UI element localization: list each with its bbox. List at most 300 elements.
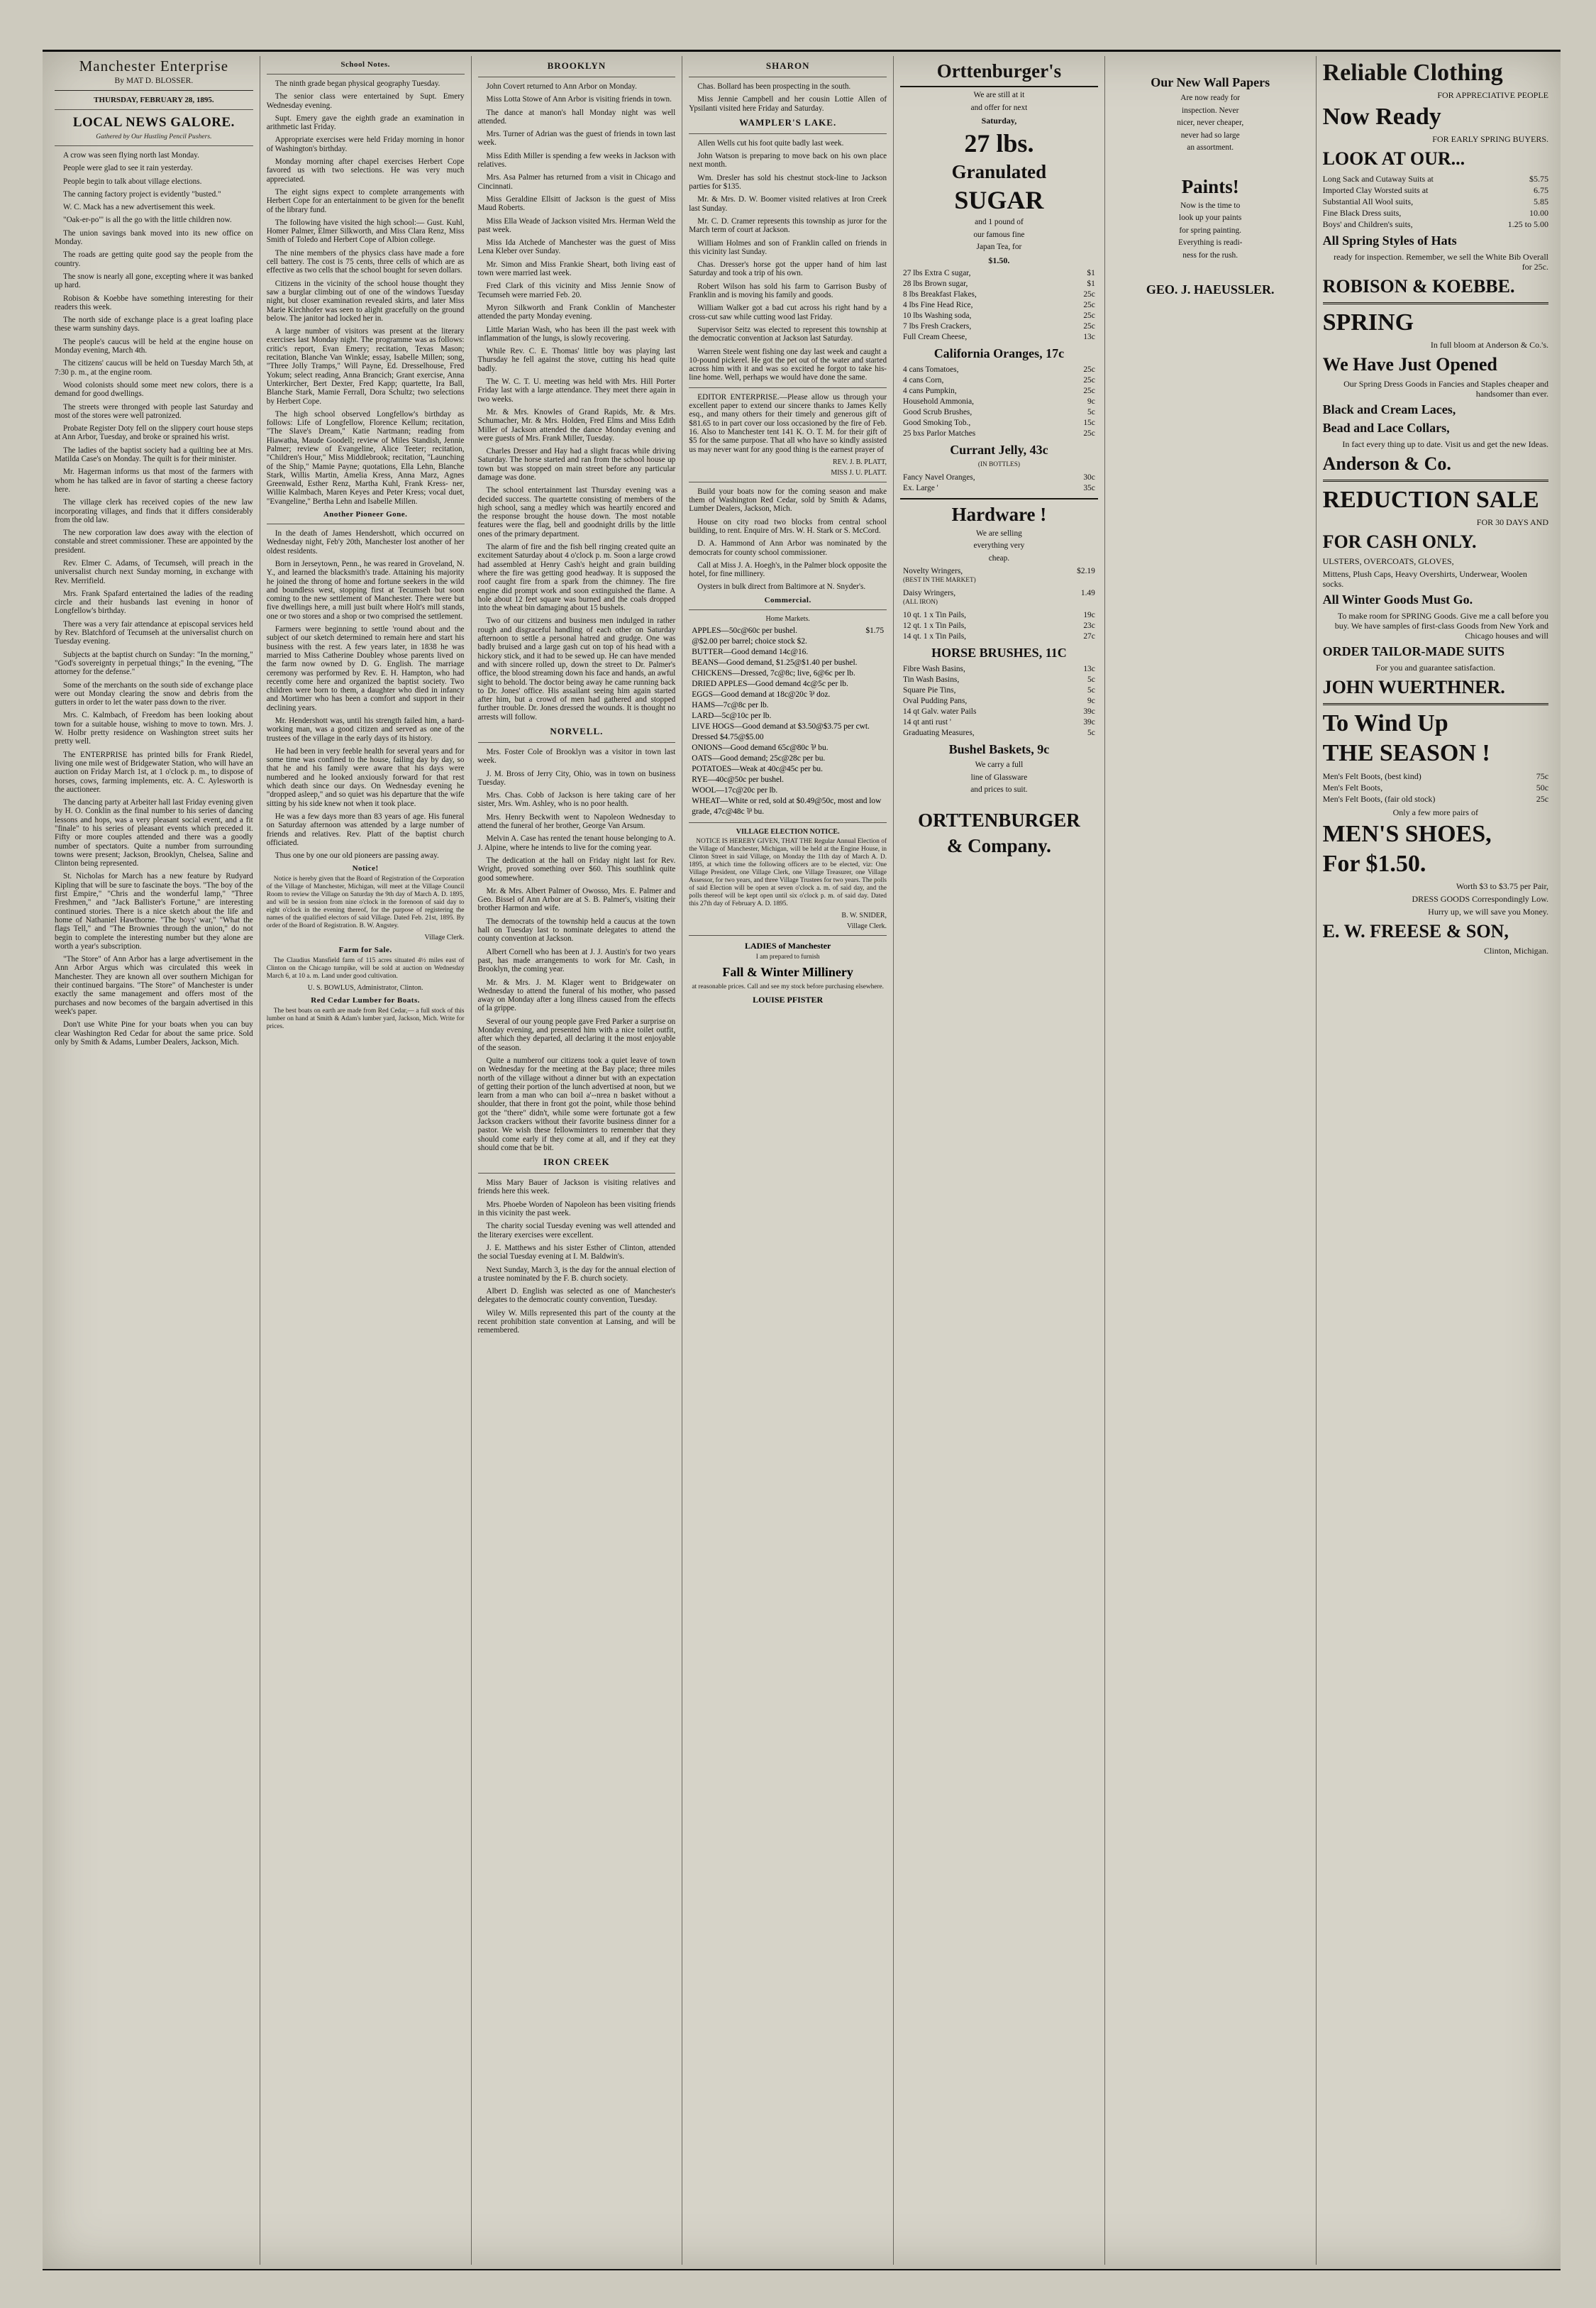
news-item: Wood colonists should some meet new colors, there is a demand for good dwellings. [55,380,253,399]
price-value: 5c [1087,729,1095,737]
offer-row [1323,219,1548,230]
price-row [900,300,1098,311]
news-item: The canning factory project is evidently "busted." [63,189,221,199]
market-label: BEANS—Good demand, $1.25@$1.40 per bushel. [692,658,858,667]
tailor-made-line: ORDER TAILOR-MADE SUITS [1322,644,1504,658]
thirty-days-note: FOR 30 DAYS AND [1476,517,1549,527]
cedar-lumber-head: Red Cedar Lumber for Boats. [311,996,420,1005]
haeussler-name: GEO. J. HAEUSSLER. [1146,282,1275,297]
offer-row [1323,184,1548,196]
ad-line: and 1 pound of [975,218,1024,226]
divider [1323,703,1548,705]
wamplers-item: John Watson is preparing to move back on his own place next month. [689,152,887,170]
anderson-co-name: Anderson & Co. [1322,453,1451,474]
price-value: $1 [1087,279,1095,288]
divider [689,387,887,388]
norvell-item: Mr. & Mrs. J. M. Klager went to Bridgewater on Wednesday to attend the funeral of his mother, who passed away on Monday after a long illness caused from the effects of la grippe. [477,978,676,1013]
pioneer-paragraph: Thus one by one our old pioneers are passing away. [275,851,439,861]
hats-note: ready for inspection. Remember, we sell the White Bib Overall for 25c. [1334,252,1549,272]
brooklyn-item: Miss Ella Weade of Jackson visited Mrs. Herman Weld the past week. [477,216,676,234]
pioneer-paragraph: He had been in very feeble health for several years and for some time was confined to the house, failing day by day, so that he and his family were aware that his days were numbered and he looked anxiously forward for that rest which death since our days. On Wednesday evening he "dropped asleep," and so quiet was his departure that the wife sitting by his side knew not when it took place. [266,746,465,808]
brooklyn-head: BROOKLYN [547,60,606,71]
price-label: Fancy Navel Oranges, [903,473,975,482]
market-label: OATS—Good demand; 25c@28c per bu. [692,753,826,763]
bushel-baskets-headline: Bushel Baskets, 9c [948,742,1050,756]
divider [55,90,253,91]
market-label: HAMS—7c@8c per lb. [692,700,769,709]
market-row [689,764,887,775]
tea-price: $1.50. [988,255,1010,265]
offer-label: Imported Clay Worsted suits at [1322,185,1429,195]
news-item: W. C. Mack has a new advertisement this week. [63,203,216,212]
ad-line: Are now ready for [1180,94,1241,102]
market-label: EGGS—Good demand at 18c@20c ⅌ doz. [692,690,831,699]
dress-goods-low-note: DRESS GOODS Correspondingly Low. [1412,894,1549,904]
news-item: The roads are getting quite good say the people from the country. [55,250,253,268]
market-label: Dressed $4.75@$5.00 [692,732,764,741]
millinery-ad-signature: LOUISE PFISTER [753,994,824,1005]
offer-price: 1.25 to 5.00 [1507,219,1549,229]
filler-note: House on city road two blocks from central school building, to rent. Enquire of Mrs. W. H. Stark or S. McCord. [689,517,887,535]
price-label: Novelty Wringers, [903,567,963,575]
news-item: The ladies of the baptist society had a quilting bee at Mrs. Matilda Case's on Monday. The quilt is for their minister. [55,446,253,464]
price-value: 19c [1083,611,1095,619]
norvell-head: NORVELL. [550,726,604,736]
market-row [689,658,887,668]
early-spring-note: FOR EARLY SPRING BUYERS. [1432,134,1549,144]
wamplers-item: Allen Wells cut his foot quite badly last week. [697,138,844,148]
freese-son-name: E. W. FREESE & SON, [1322,921,1509,942]
news-item: The new corporation law does away with the election of constable and street commissioner. These are appointed by the president. [55,529,253,555]
spring-hats-headline: All Spring Styles of Hats [1322,233,1457,248]
price-row [900,588,1098,599]
ad-line: everything very [973,541,1025,550]
offer-price: 6.75 [1534,185,1549,195]
filler-note: D. A. Hammond of Ann Arbor was nominated by the democrats for county school commissioner. [689,539,887,557]
pioneer-paragraph: Mr. Hendershott was, until his strength failed him, a hard-working man, was a good citizen and served as one of the trustees of the village in the early days of its history. [266,717,465,743]
price-row [900,429,1098,439]
spring-note: In full bloom at Anderson & Co.'s. [1430,340,1549,350]
filler-note: Call at Miss J. A. Hoegh's, in the Palmer block opposite the hotel, for fine millinery. [689,561,887,579]
ad-line: our famous fine [973,230,1025,239]
ad-line: We carry a full [975,761,1024,769]
offer-label: Fine Black Dress suits, [1322,208,1402,218]
column-1 [48,56,260,2265]
norvell-item: Several of our young people gave Fred Parker a surprise on Monday evening, and presented him with a nice toilet outfit, after which they departed, all declaring it the most enjoyable of the season. [477,1017,676,1052]
divider [1323,480,1548,482]
column-2 [260,56,471,2265]
market-row [689,785,887,796]
news-item: Don't use White Pine for your boats when you can buy clear Washington Red Cedar for about the same price. Sold only by Smith & Adams, Lumber Dealers, Jackson, Mich. [55,1020,253,1047]
newspaper-sheet [43,50,1561,2270]
price-row [900,610,1098,621]
brooklyn-item: The school entertainment last Thursday evening was a decided success. The quartette consisting of members of the high school, sang a medley which was heartily encored and the response brought the house down. The most notable features were the flag, bell and goodnight drills by the little ones of the primary department. [477,486,676,539]
norvell-item: Albert Cornell who has been at J. J. Austin's for two years past, has made arrangements to work for Mr. Cash, in Brooklyn, the coming year. [477,947,676,974]
hurry-note: Hurry up, we will save you Money. [1428,907,1549,917]
iron-creek-item: Wiley W. Mills represented this part of the county at the recent prohibition state convention at Lansing, and will be remembered. [477,1308,676,1335]
brooklyn-item: Mrs. Asa Palmer has returned from a visit in Chicago and Cincinnati. [477,173,676,191]
divider [689,822,887,823]
market-row [689,626,887,636]
offer-price: $5.75 [1529,174,1549,184]
notice-head: Notice! [352,864,379,873]
column-5-orttenburger-ad [893,56,1104,2265]
price-label: 28 lbs Brown sugar, [903,279,968,288]
price-label: 4 cans Pumpkin, [903,386,957,395]
price-value: 25c [1083,321,1095,331]
price-label: 4 lbs Fine Head Rice, [903,300,973,309]
ad-line: line of Glassware [970,773,1028,782]
school-note-item: The nine members of the physics class have made a fore cell battery. The cost is 75 cents, three cells of which are as effective as two cells that the school bought for seven dollars. [266,248,465,275]
editor-letter-signature-2: MISS J. U. PLATT. [831,468,887,477]
market-label: DRIED APPLES—Good demand 4c@5c per lb. [692,679,848,688]
price-label: Tin Wash Basins, [903,675,960,684]
price-row [900,397,1098,407]
price-value: 1.49 [1080,589,1095,597]
news-item: People were glad to see it rain yesterday. [63,164,193,173]
ad-line: never had so large [1180,131,1240,140]
market-row [689,722,887,732]
john-wuerthner-name: JOHN WUERTHNER. [1322,677,1505,697]
price-value: 25c [1083,300,1095,309]
mens-shoes-headline: MEN'S SHOES, [1322,821,1492,847]
wamplers-item: Chas. Dresser's horse got the upper hand of him last Saturday and took a trip of his own. [689,260,887,278]
school-note-item: Monday morning after chapel exercises Herbert Cope favored us with two selections. He was very much appreciated. [266,158,465,184]
price-row [900,365,1098,375]
offer-label: Substantial All Wool suits, [1322,197,1414,206]
column-7-clothing-ads [1316,56,1555,2265]
pioneer-paragraph: Born in Jerseytown, Penn., he was reared in Groveland, N. Y., and learned the blacksmith's trade. Attaining his majority he joined the throng of home and fortune seekers in the wild and boundless west, stopping first at Tecumseh but soon coming to the new settlement of Manchester. There were but five dwellings here, a mill just built where Holt's mill stands, one or two stores and a shop or two comprised the settlement. [266,559,465,621]
market-label: WOOL—17c@20c per lb. [692,785,778,795]
school-notes-head: School Notes. [340,60,390,69]
brooklyn-item: The alarm of fire and the fish bell ringing created quite an excitement Saturday about 4 o'clock p. m. Soon a large crowd had assembled at Henry Cash's height and grain building where the fire was getting good headway. It is supposed the roof caught fire from a spark from the chimney. The fire engine did prompt work and soon extinguished the flame. A hole about 12 feet square was burned and the coals dropped into the wheat bin damaging about 15 bushels. [477,543,676,613]
price-value: 9c [1087,697,1095,705]
price-label: 14 qt Galv. water Pails [903,707,977,716]
price-label: 12 qt. 1 x Tin Pails, [903,622,966,630]
spacer [1112,156,1309,172]
market-label: LARD—5c@10c per lb. [692,711,772,720]
price-value: 35c [1083,483,1095,492]
news-item: The citizens' caucus will be held on Tuesday March 5th, at 7:30 p. m., at the engine room. [55,359,253,377]
pioneer-head: Another Pioneer Gone. [323,510,408,519]
news-item: The dancing party at Arbeiter hall last Friday evening given by H. O. Conklin as the final number to his series of dancing lessons and hops, was a very pleasant social event, and a fit "finale" to his series of pleasant events which preceded it. Fifty or more couples attended and there was a goodly number of spectators. Quite a number from surrounding towns were present; Jackson, Brooklyn, Chelsea, Saline and Clinton being represented. [55,798,253,868]
ad-line: ness for the rush. [1182,250,1238,260]
price-value: 23c [1083,622,1095,630]
price-label: 10 qt. 1 x Tin Pails, [903,611,966,619]
norvell-item: Mrs. Chas. Cobb of Jackson is here taking care of her sister, Mrs. Wm. Ashley, who is no poor health. [477,791,676,809]
divider [478,1173,676,1174]
village-notice-signature: B. W. SNIDER, [841,911,887,920]
divider [689,133,887,134]
brooklyn-item: Little Marian Wash, who has been ill the past week with inflammation of the lungs, is slowly recovering. [477,325,676,343]
cedar-lumber-body: The best boats on earth are made from Red Cedar,— a full stock of this lumber on hand at Smith & Adam's lumber yard, Jackson, Mich. Write for prices. [266,1007,465,1031]
boot-price: 25c [1536,794,1549,804]
california-oranges-headline: California Oranges, 17c [933,346,1065,360]
just-opened-headline: We Have Just Opened [1322,354,1497,375]
pioneer-paragraph: He was a few days more than 83 years of age. His funeral on Saturday afternoon was attended by a large number of friends and relatives. Rev. Platt of the baptist church officiated. [266,812,465,847]
market-label: CHICKENS—Dressed, 7c@8c; live, 6@6c per lb. [692,668,855,678]
price-row [900,483,1098,494]
offer-price: 5.85 [1534,197,1549,206]
brooklyn-item: Miss Edith Miller is spending a few weeks in Jackson with relatives. [477,151,676,170]
price-label: 8 lbs Breakfast Flakes, [903,289,977,299]
horse-brushes-headline: HORSE BRUSHES, 11C [931,646,1067,660]
uptodate-note: In fact every thing up to date. Visit us and get the new Ideas. [1342,439,1549,449]
suit-offer-list [1323,173,1548,230]
price-row [900,717,1098,728]
news-item: Some of the merchants on the south side of exchange place were out Monday clearing the snow and debris from the gutters in order to let the water pass down to the river. [55,680,253,707]
wallpaper-headline: Our New Wall Papers [1151,75,1270,89]
reliable-clothing-headline: Reliable Clothing [1322,60,1503,86]
iron-creek-head: IRON CREEK [543,1156,610,1168]
column-6-haeussler-ad [1104,56,1316,2265]
farm-sale-head: Farm for Sale. [338,946,392,955]
price-value: 25c [1083,289,1095,299]
iron-creek-item: Mrs. Phoebe Worden of Napoleon has been visiting friends in this vicinity the past week. [477,1200,676,1218]
divider [478,742,676,743]
grocery-price-list-2 [900,365,1098,439]
norvell-item: The dedication at the hall on Friday night last for Rev. Wright, proved something over $60. This southlink quite good somewhere. [477,856,676,883]
price-row [900,418,1098,429]
price-label: Full Cream Cheese, [903,332,968,341]
school-note-item: Citizens in the vicinity of the school house thought they saw a burglar climbing out of one of the windows Tuesday night, but closer examination revealed skirts, and later Miss Marie Kirchhofer was seen to alight gracefully on the ground below. The janitor had locked her in. [266,279,465,323]
school-note-item: The high school observed Longfellow's birthday as follows: Life of Longfellow, Florence Kellum; recitation, "The Slave's Dream," Katie Nartmann; reading from Hiawatha, Maude Goodell; review of Miles Standish, Jennie Palmer; review of Evangeline, Alice Teeter; recitation, "Children's Hour," Miss Middlebrook; recitation, "Launching of the Ship," Mamie Payne; quotations, Ella Lehn, Blanche Stark, Willis Martin, Amelia Kress, Anna Marz, Agnes Greenwald, Esther Renz, Martha Kuhl, Frank Kress- ner, Willie Kalmbach, Maren Keyes and Peter Kress; vocal duet, "Evangeline," Bertha Lehn and Isabelle Millen. [266,409,465,506]
ad-line: Japan Tea, for [976,243,1022,251]
school-note-item: The senior class were entertained by Supt. Emery Wednesday evening. [266,92,465,110]
news-item: Mr. Hagerman informs us that most of the farmers with whom he has talked are in favor of starting a cheese factory here. [55,468,253,494]
wamplers-item: Warren Steele went fishing one day last week and caught a 10-pound pickerel. He got the pet out of the water and started across him with it and was so excited he forgot to take his-line home. Well, perhaps we would have done the same. [689,347,887,382]
divider [900,498,1098,499]
spacer [1112,56,1309,72]
price-label: 4 cans Corn, [903,375,944,385]
offer-label: Long Sack and Cutaway Suits at [1322,174,1434,184]
boot-price: 75c [1536,771,1549,781]
market-row [689,732,887,743]
school-note-item: Supt. Emery gave the eighth grade an examination in arithmetic last Friday. [266,114,465,132]
news-item: Mrs. Frank Spafard entertained the ladies of the reading circle and their husbands last evening in honor of Longfellow's birthday. [55,589,253,616]
currant-jelly-headline: Currant Jelly, 43c [950,442,1048,457]
market-row [689,679,887,690]
wamplers-item: Wm. Dresler has sold his chestnut stock-line to Jackson parties for $135. [689,173,887,192]
iron-creek-item: Next Sunday, March 3, is the day for the annual election of a trustee nominated by the F. B. church society. [477,1265,676,1283]
masthead-title: Manchester Enterprise [79,57,229,74]
boot-price: 50c [1536,783,1549,793]
divider [1323,302,1548,304]
price-row [900,707,1098,717]
iron-creek-item: The charity social Tuesday evening was well attended and the literary exercises were excellent. [477,1222,676,1239]
hardware-price-list-2 [900,664,1098,739]
brooklyn-item: Myron Silkworth and Frank Conklin of Manchester attended the party Monday evening. [477,303,676,321]
news-item: Probate Register Doty fell on the slippery court house steps at Ann Arbor, Tuesday, and broke or sprained his wrist. [55,424,253,442]
news-item: The people's caucus will be held at the engine house on Monday evening, March 4th. [55,337,253,355]
page-title: LOCAL NEWS GALORE. [72,115,235,130]
boot-row [1323,793,1548,805]
now-ready-headline: Now Ready [1322,104,1441,130]
price-row [900,577,1098,588]
market-row [689,700,887,711]
winter-goods-line: All Winter Goods Must Go. [1322,592,1473,607]
price-row [900,685,1098,696]
market-row [689,753,887,764]
hardware-price-list [900,566,1098,642]
news-item: There was a very fair attendance at episcopal services held by Rev. Blatchford of Tecumseh at the universalist church on Tuesday evening. [55,619,253,646]
offer-row [1323,207,1548,219]
market-label: APPLES—50c@60c per bushel. [692,626,798,635]
price-row [900,268,1098,279]
market-row [689,690,887,700]
price-label: Graduating Measures, [903,729,975,737]
market-row [689,647,887,658]
norvell-item: Mr. & Mrs. Albert Palmer of Owosso, Mrs. E. Palmer and Geo. Bissel of Ann Arbor are at S. B. Palmer's, visiting their brother Harmon and wife. [477,886,676,913]
price-row [900,621,1098,631]
kicker: Gathered by Our Hustling Pencil Pushers. [96,133,212,140]
market-price-list [689,626,887,817]
news-item: The north side of exchange place is a great loafing place these warm sunshiny days. [55,316,253,333]
wamplers-item: Mr. & Mrs. D. W. Boomer visited relatives at Iron Creek last Sunday. [689,195,887,213]
wamplers-item: Supervisor Seitz was elected to represent this township at the democratic convention at Jackson last Saturday. [689,325,887,343]
price-row [900,473,1098,483]
spring-headline: SPRING [1322,309,1414,336]
price-row [900,631,1098,642]
price-value: 5c [1087,686,1095,695]
guarantee-note: For you and guarantee satisfaction. [1375,663,1495,673]
school-note-item: The following have visited the high school:— Gust. Kuhl, Homer Palmer, Elmer Silkworth, and Miss Clara Renz, Miss Smith of Toledo and Herbert Cope of Albion college. [266,218,465,245]
norvell-item: Melvin A. Case has rented the tenant house belonging to A. J. Alpine, where he intends to live for the coming year. [477,834,676,852]
news-item: "Oak-er-po"' is all the go with the little children now. [63,216,232,225]
price-row [900,289,1098,300]
sugar-word: SUGAR [954,186,1044,214]
iron-creek-item: Miss Mary Bauer of Jackson is visiting relatives and friends here this week. [477,1178,676,1196]
price-value: 5c [1087,407,1095,416]
shoe-price-headline: For $1.50. [1322,851,1426,877]
market-label: POTATOES—Weak at 40c@45c per bu. [692,764,823,773]
millinery-ad-headline: Fall & Winter Millinery [722,964,853,979]
price-row [900,675,1098,685]
reduction-sale-headline: REDUCTION SALE [1322,487,1539,513]
orttenburger-footer-2: & Company. [946,834,1051,856]
season-headline: THE SEASON ! [1322,740,1490,766]
brooklyn-item: The W. C. T. U. meeting was held with Mrs. Hill Porter Friday last with a large attendance. They meet there again in two weeks. [477,377,676,404]
brooklyn-item: While Rev. C. E. Thomas' little boy was playing last Thursday he fell against the stove, cutting his head quite badly. [477,347,676,373]
school-note-item: The eight signs expect to complete arrangements with Herbert Cope for an entertainment to be given for the benefit of the library fund. [266,187,465,214]
price-label: Good Smoking Tob., [903,418,971,427]
boot-row [1323,782,1548,793]
price-value: 9c [1087,397,1095,406]
dateline: THURSDAY, FEBRUARY 28, 1895. [94,96,214,104]
brooklyn-item: Miss Geraldine Ellsitt of Jackson is the guest of Miss Maud Roberts. [477,194,676,213]
hardware-headline: Hardware ! [951,503,1047,525]
price-row [900,321,1098,332]
news-item: St. Nicholas for March has a new feature by Rudyard Kipling that will be sure to fascinate the boys. "The boy of the first Empire," "Chris and the wonderful lamp," "Three Freshmen," and "Jack Ballister's Fortune," are interesting continued stories. There is a nice sketch about the life and home of Nathaniel Hawthorne. "The boys' war," "What the flags Tell," and "The Brownies through the union," do not begin to complete the interesting number but they alone are worth a year's subscription. [55,872,253,951]
few-pairs-note: Only a few more pairs of [1392,807,1478,817]
brooklyn-item: Two of our citizens and business men indulged in rather rough and disgraceful handling of each other on Saturday afternoon to settle a personal hatred and grudge. One was badly bruised and a large gash cut on top of his head with a hickory stick, and it had to be sewed up. He can have mended and with sincere rolled up, down the street to Dr. Palmer's office, the blood streaming down his face and hands, an awful sight to behold. The doctor being away he came running back to Dr. Jones' office. His assailant seeing him again started after him, but a crowd of men had gathered and stopped further trouble. Dr. Jones dressed the wounds. It is thought no arrests will follow. [477,617,676,722]
boots-price-list [1323,771,1548,805]
news-item: Mrs. C. Kalmbach, of Freedom has been looking about town for a suitable house, wishing to move to town. Mrs. J. W. Holbr pretty residence on Washington street suits her pretty well. [55,711,253,746]
price-note: (BEST IN THE MARKET) [903,577,976,584]
market-row [689,711,887,722]
price-label: 25 bxs Parlor Matches [903,429,976,438]
brooklyn-item: John Covert returned to Ann Arbor on Monday. [486,82,637,91]
spacer [1112,263,1309,279]
market-row [689,668,887,679]
iron-creek-item: Albert D. English was selected as one of Manchester's delegates to the democratic county convention, Tuesday. [477,1287,676,1305]
sharon-item: Chas. Bollard has been prospecting in the south. [697,82,851,91]
market-label: WHEAT—White or red, sold at $0.49@50c, most and low grade, 47c@48c ⅌ bu. [692,796,882,816]
orttenburger-footer-1: ORTTENBURGER [918,809,1080,831]
ad-line: inspection. Never [1182,106,1239,115]
price-row [900,599,1098,610]
news-item: A crow was seen flying north last Monday. [63,151,199,160]
boot-label: Men's Felt Boots, (fair old stock) [1322,794,1436,804]
offer-price: 10.00 [1529,208,1549,218]
price-value: $1 [1087,268,1095,277]
wamplers-item: Mr. C. D. Cramer represents this township as juror for the March term of court at Jackson. [689,216,887,235]
price-row [900,375,1098,386]
norvell-item: Quite a numberof our citizens took a quiet leave of town on Wednesday for the meeting at the Bay place; three miles north of the village without a dinner but with an expectation of getting their portion of the lunch advertised at noon, but we learn from a man who can boil a'--nrea n basket without a shoulder, that there in front got the point, while those behind got the "there" didn't, while some were fortunate got a few Jackson crackers without their favorite business dinner for a pastor. We wish these fellowminters to remember that they should come early if they come at all, and if they eat they should come that be bit. [477,1056,676,1152]
price-value: 30c [1083,473,1095,482]
price-label: 27 lbs Extra C sugar, [903,268,971,277]
dress-goods-note: Our Spring Dress Goods in Fancies and Staples cheaper and handsomer than ever. [1343,379,1549,399]
farm-sale-body: The Claudius Mansfield farm of 115 acres situated 4½ miles east of Clinton on the Chicago turnpike, will be sold at auction on Wednesday March 6, at 10 a. m. Land under good cultivation. [266,957,465,981]
market-row [689,636,887,647]
make-room-note: To make room for SPRING Goods. Give me a call before you buy. We have samples of first-class Goods from New York and Chicago houses and will [1334,611,1549,641]
farm-sale-signature: U. S. BOWLUS, Administrator, Clinton. [307,984,423,993]
price-value: 25c [1083,311,1095,320]
price-row [900,332,1098,343]
price-value: 27c [1083,632,1095,641]
news-item: "The Store" of Ann Arbor has a large advertisement in the Ann Arbor Argus which was circulated this week in Manchester. They are known all over southern Michigan for their continued bargains. "The Store" of Manchester is under exactly the same management and offers most of the purchases and now becomes of the bargain advertised in this week's paper. [55,955,253,1016]
column-container [43,52,1561,2269]
look-at-our-headline: LOOK AT OUR... [1322,148,1465,169]
price-label: 7 lbs Fresh Crackers, [903,321,972,331]
price-row [900,407,1098,418]
boot-row [1323,771,1548,782]
price-value: 25c [1083,429,1095,438]
brooklyn-item: Charles Dresser and Hay had a slight fracas while driving Saturday. The horse started and ran from the school house up town but was stopped on main street before any particular damage was done. [477,447,676,482]
freese-location: Clinton, Michigan. [1484,946,1549,956]
price-value: 39c [1083,718,1095,727]
price-value: 15c [1083,418,1095,427]
news-item: Rev. Elmer C. Adams, of Tecumseh, will preach in the universalist church next Sunday morning, in exchange with Rev. Merrifield. [55,558,253,585]
spacer [900,798,1098,805]
collars-line: Bead and Lace Collars, [1322,421,1450,435]
ulsters-line: ULSTERS, OVERCOATS, GLOVES, [1322,556,1454,566]
market-row [689,796,887,817]
offer-row [1323,173,1548,184]
wamplers-item: Robert Wilson has sold his farm to Garrison Busby of Franklin and is moving his family and goods. [689,282,887,300]
news-item: The village clerk has received copies of the new law incorporating villages, and finds that it differs considerably from the old law. [55,498,253,524]
price-label: Household Ammonia, [903,397,975,406]
millinery-ad-line1: LADIES of Manchester [745,940,831,951]
sugar-pounds: 27 lbs. [964,129,1034,158]
price-value: 13c [1083,665,1095,673]
norvell-item: J. M. Bross of Jerry City, Ohio, was in town on business Tuesday. [477,769,676,787]
divider [689,935,887,936]
offer-row [1323,196,1548,207]
column-3 [471,56,682,2265]
news-item: The snow is nearly all gone, excepting where it was banked up hard. [55,272,253,290]
market-label: BUTTER—Good demand 14c@16. [692,647,809,656]
market-row [689,775,887,785]
ad-line: Saturday, [981,116,1017,126]
price-label: Ex. Large ' [903,483,938,492]
price-row [900,311,1098,321]
notice-body: Notice is hereby given that the Board of Registration of the Corporation of the Village of Manchester, Michigan, will meet at the Village Council Room to review the Village on Saturday the 9th day of March A. D. 1895, and will be in session from nine o'clock in the forenoon of said day to eight o'clock in the evening thereof, for the purpose of registering the names of the qualified electors of said Village. Dated Feb. 21st, 1895. By order of the Board of Registration. B. W. Angstey. [266,876,465,930]
price-value: 25c [1083,386,1095,395]
price-label: 14 qt anti rust ' [903,718,951,727]
masthead-byline: By MAT D. BLOSSER. [114,77,194,85]
market-label: LIVE HOGS—Good demand at $3.50@$3.75 per cwt. [692,722,870,731]
